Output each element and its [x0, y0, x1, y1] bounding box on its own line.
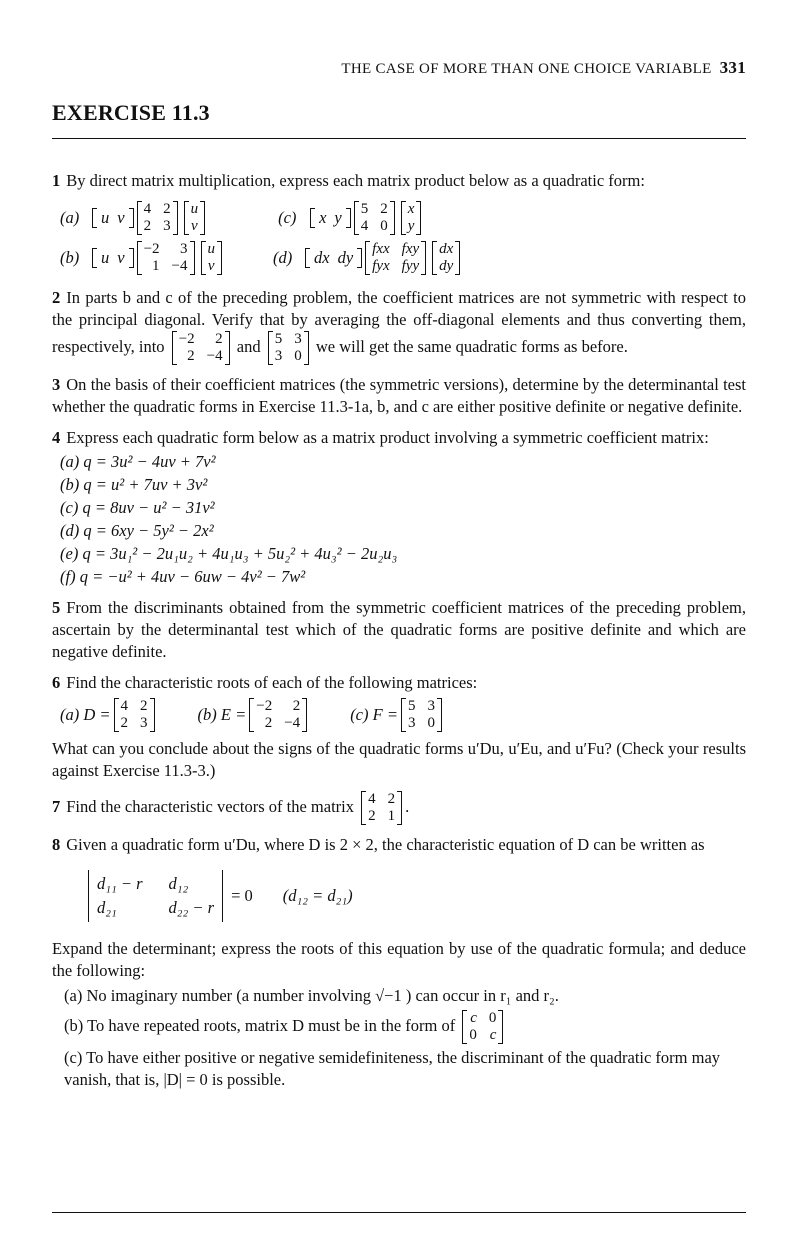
matrix-label: (a) D = [60, 705, 111, 724]
characteristic-equation [88, 870, 746, 922]
determinant: d₁₁ − r d₁₂ d₂₁ d₂₂ − r [88, 870, 223, 922]
problem-8-part-c: (c) To have either positive or negative semidefiniteness, the discriminant of the quadratic form may vanish, that is, |D| = 0 is possible. [64, 1048, 721, 1089]
quadratic-form-item: (c) q = 8uv − u² − 31v² [60, 498, 215, 517]
column-vector: dx dy [432, 241, 460, 275]
page-number: 331 [719, 58, 746, 77]
coefficient-matrix: −2 3 1 −4 [137, 241, 195, 275]
running-head [341, 58, 746, 78]
symmetric-matrix-e: −2 2 2 −4 [172, 331, 230, 365]
quadratic-form-item: (d) q = 6xy − 5y² − 2x² [60, 521, 214, 540]
problem-8-part-a: (a) No imaginary number (a number involving √−1 ) can occur in r₁ and r₂. [64, 986, 559, 1005]
problem-number: 1 [52, 171, 61, 190]
column-vector: u v [201, 241, 223, 275]
row-vector: u v [92, 208, 134, 228]
problem-number: 6 [52, 673, 61, 692]
problem-6-question: What can you conclude about the signs of the quadratic forms u′Du, u′Eu, and u′Fu? (Check your results against Exercise 11.3-3.) [52, 739, 746, 780]
problem-1 [52, 170, 746, 192]
quadratic-form-item: (f) q = −u² + 4uv − 6uw − 4v² − 7w² [60, 567, 306, 586]
problem-6-matrices [60, 698, 746, 732]
coefficient-matrix: 4 2 2 3 [137, 201, 178, 235]
quadratic-form-item: (e) q = 3u₁² − 2u₁u₂ + 4u₁u₃ + 5u₂² + 4u₃² − 2u₂u₃ [60, 544, 398, 563]
running-title: THE CASE OF MORE THAN ONE CHOICE VARIABLE [341, 61, 712, 77]
row-vector: dx dy [305, 248, 362, 268]
problem-8-part-b: (b) To have repeated roots, matrix D must be in the form of c 0 0 c [64, 1010, 746, 1044]
problem-4 [52, 427, 746, 449]
problem-text: Given a quadratic form u′Du, where D is 2 × 2, the characteristic equation of D can be written as [66, 835, 705, 854]
part-label: (b) [60, 248, 80, 267]
problem-number: 4 [52, 428, 61, 447]
problem-text: From the discriminants obtained from the symmetric coefficient matrices of the preceding problem, ascertain by the determinantal test which of the quadratic forms are positive definite and which are negative definite. [52, 598, 746, 661]
scalar-matrix: c 0 0 c [462, 1010, 503, 1044]
problem-number: 3 [52, 375, 61, 394]
matrix-e: −2 2 2 −4 [249, 698, 307, 732]
problem-text: On the basis of their coefficient matrices (the symmetric versions), determine by the determinantal test whether the quadratic forms in Exercise 11.3-1a, b, and c are either positive definite or negative definite. [52, 375, 746, 416]
matrix: 4 2 2 1 [361, 791, 402, 825]
problem-text: Express each quadratic form below as a matrix product involving a symmetric coefficient matrix: [66, 428, 709, 447]
quadratic-form-item: (b) q = u² + 7uv + 3v² [60, 475, 208, 494]
problem-2 [52, 287, 746, 365]
problem-text: By direct matrix multiplication, express each matrix product below as a quadratic form: [66, 171, 645, 190]
quadratic-form-item: (a) q = 3u² − 4uv + 7v² [60, 452, 216, 471]
symmetry-condition: (d₁₂ = d₂₁) [282, 886, 353, 905]
equals-zero: = 0 [231, 886, 253, 905]
problem-7: 7 Find the characteristic vectors of the matrix 4 2 2 1 . [52, 791, 410, 824]
bottom-rule [52, 1212, 746, 1213]
problem-5 [52, 597, 746, 663]
part-label: (d) [273, 248, 293, 267]
column-vector: u v [184, 201, 206, 235]
column-vector: x y [401, 201, 422, 235]
matrix-d: 4 2 2 3 [114, 698, 155, 732]
exercise-title: EXERCISE 11.3 [52, 100, 210, 125]
part-label: (c) [278, 208, 297, 227]
symmetric-matrix-f: 5 3 3 0 [268, 331, 309, 365]
problem-number: 2 [52, 288, 61, 307]
row-vector: u v [92, 248, 134, 268]
problem-number: 8 [52, 835, 61, 854]
coefficient-matrix: fxx fxy fyx fyy [365, 241, 426, 275]
problem-text-continued: we will get the same quadratic forms as before. [315, 336, 628, 356]
part-label: (a) [60, 208, 80, 227]
coefficient-matrix: 5 2 4 0 [354, 201, 395, 235]
and-text: and [236, 336, 261, 356]
problem-text: Find the characteristic vectors of the matrix [66, 796, 354, 816]
problem-8-instructions: Expand the determinant; express the roots of this equation by use of the quadratic formula; and deduce the following: [52, 939, 746, 980]
problem-3 [52, 374, 746, 418]
matrix-label: (c) F = [350, 705, 398, 724]
problem-number: 7 [52, 796, 61, 816]
exercise-body [52, 170, 746, 1091]
problem-8 [52, 834, 746, 856]
problem-6 [52, 672, 746, 694]
matrix-label: (b) E = [197, 705, 247, 724]
problem-text: Find the characteristic roots of each of the following matrices: [66, 673, 478, 692]
matrix-f: 5 3 3 0 [401, 698, 442, 732]
row-vector: x y [310, 208, 351, 228]
problem-text: In parts b and c of the preceding problem, the coefficient matrices are not symmetric with respect to the principal diagonal. Verify that by averaging the off-diagonal elements and thus converting them, respectively, into [52, 288, 746, 356]
problem-number: 5 [52, 598, 61, 617]
problem-1-row-2 [60, 241, 746, 275]
quadratic-form-list [60, 451, 746, 588]
problem-1-row-1 [60, 201, 746, 235]
top-rule [52, 138, 746, 139]
